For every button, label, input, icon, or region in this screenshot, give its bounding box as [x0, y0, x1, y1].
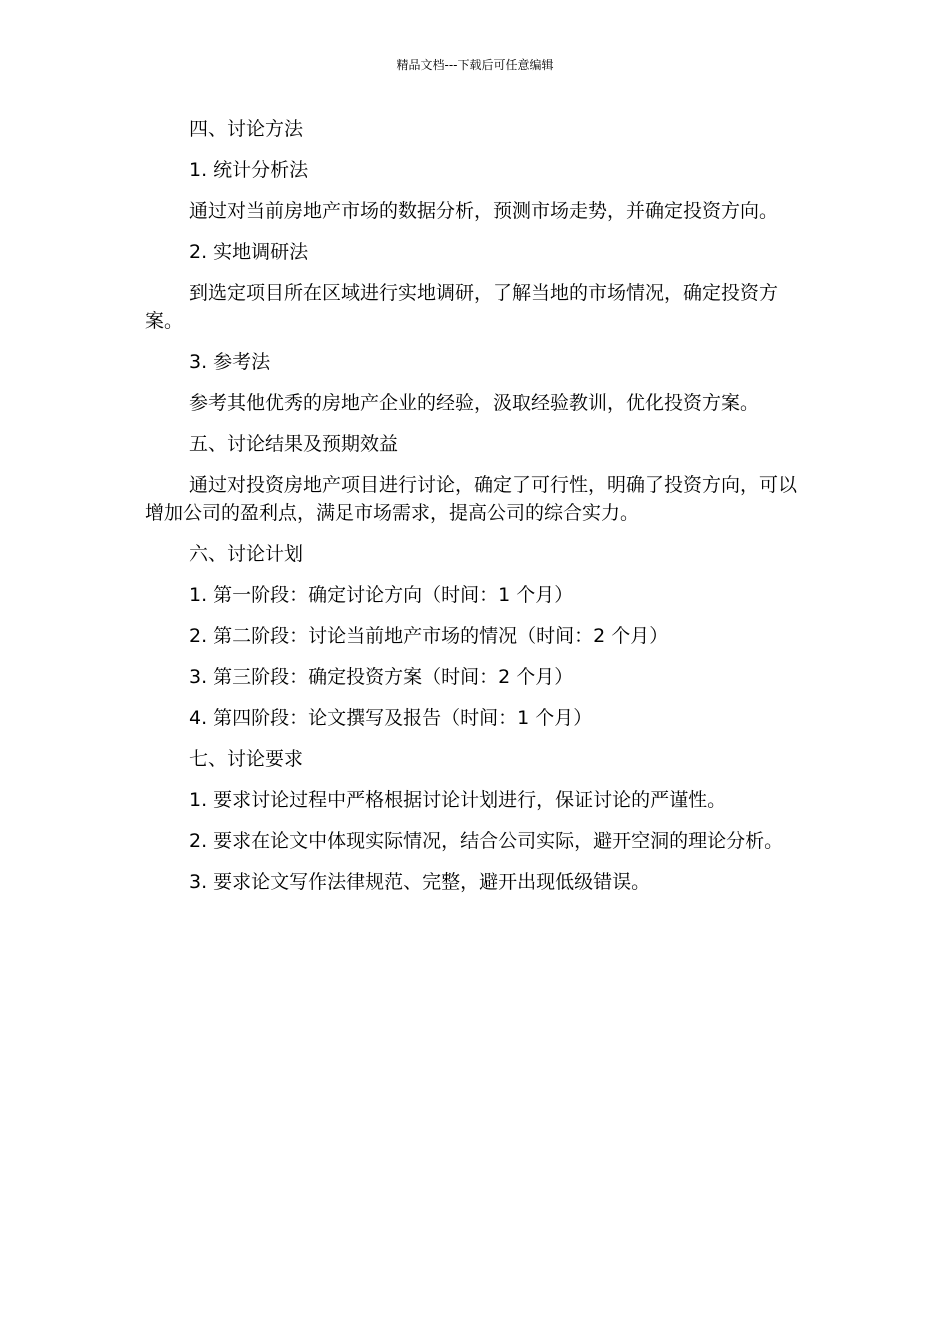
section-heading-results: 五、讨论结果及预期效益: [189, 433, 399, 455]
paragraph-reference-method: 参考其他优秀的房地产企业的经验，汲取经验教训，优化投资方案。: [189, 392, 760, 414]
requirement-item-1: 1. 要求讨论过程中严格根据讨论计划进行，保证讨论的严谨性。: [189, 789, 727, 811]
section-heading-methods: 四、讨论方法: [189, 118, 304, 140]
paragraph-statistical-analysis: 通过对当前房地产市场的数据分析，预测市场走势，并确定投资方向。: [189, 200, 779, 222]
page-header: 精品文档---下载后可任意编辑: [396, 58, 554, 72]
plan-item-4: 4. 第四阶段：论文撰写及报告（时间：1 个月）: [189, 707, 593, 729]
paragraph-field-research: 到选定项目所在区域进行实地调研，了解当地的市场情况，确定投资方案。: [145, 282, 779, 332]
section-heading-plan: 六、讨论计划: [189, 543, 304, 565]
requirement-item-3: 3. 要求论文写作法律规范、完整，避开出现低级错误。: [189, 871, 651, 893]
plan-item-2: 2. 第二阶段：讨论当前地产市场的情况（时间：2 个月）: [189, 625, 669, 647]
subheading-reference-method: 3. 参考法: [189, 351, 271, 373]
subheading-field-research: 2. 实地调研法: [189, 241, 309, 263]
requirement-item-2: 2. 要求在论文中体现实际情况，结合公司实际，避开空洞的理论分析。: [189, 830, 784, 852]
paragraph-results: 通过对投资房地产项目进行讨论，确定了可行性，明确了投资方向，可以增加公司的盈利点，满足市场需求，提高公司的综合实力。: [145, 474, 798, 524]
plan-item-1: 1. 第一阶段：确定讨论方向（时间：1 个月）: [189, 584, 574, 606]
section-heading-requirements: 七、讨论要求: [189, 748, 304, 770]
subheading-statistical-analysis: 1. 统计分析法: [189, 159, 309, 181]
plan-item-3: 3. 第三阶段：确定投资方案（时间：2 个月）: [189, 666, 574, 688]
document-body: [145, 115, 805, 909]
